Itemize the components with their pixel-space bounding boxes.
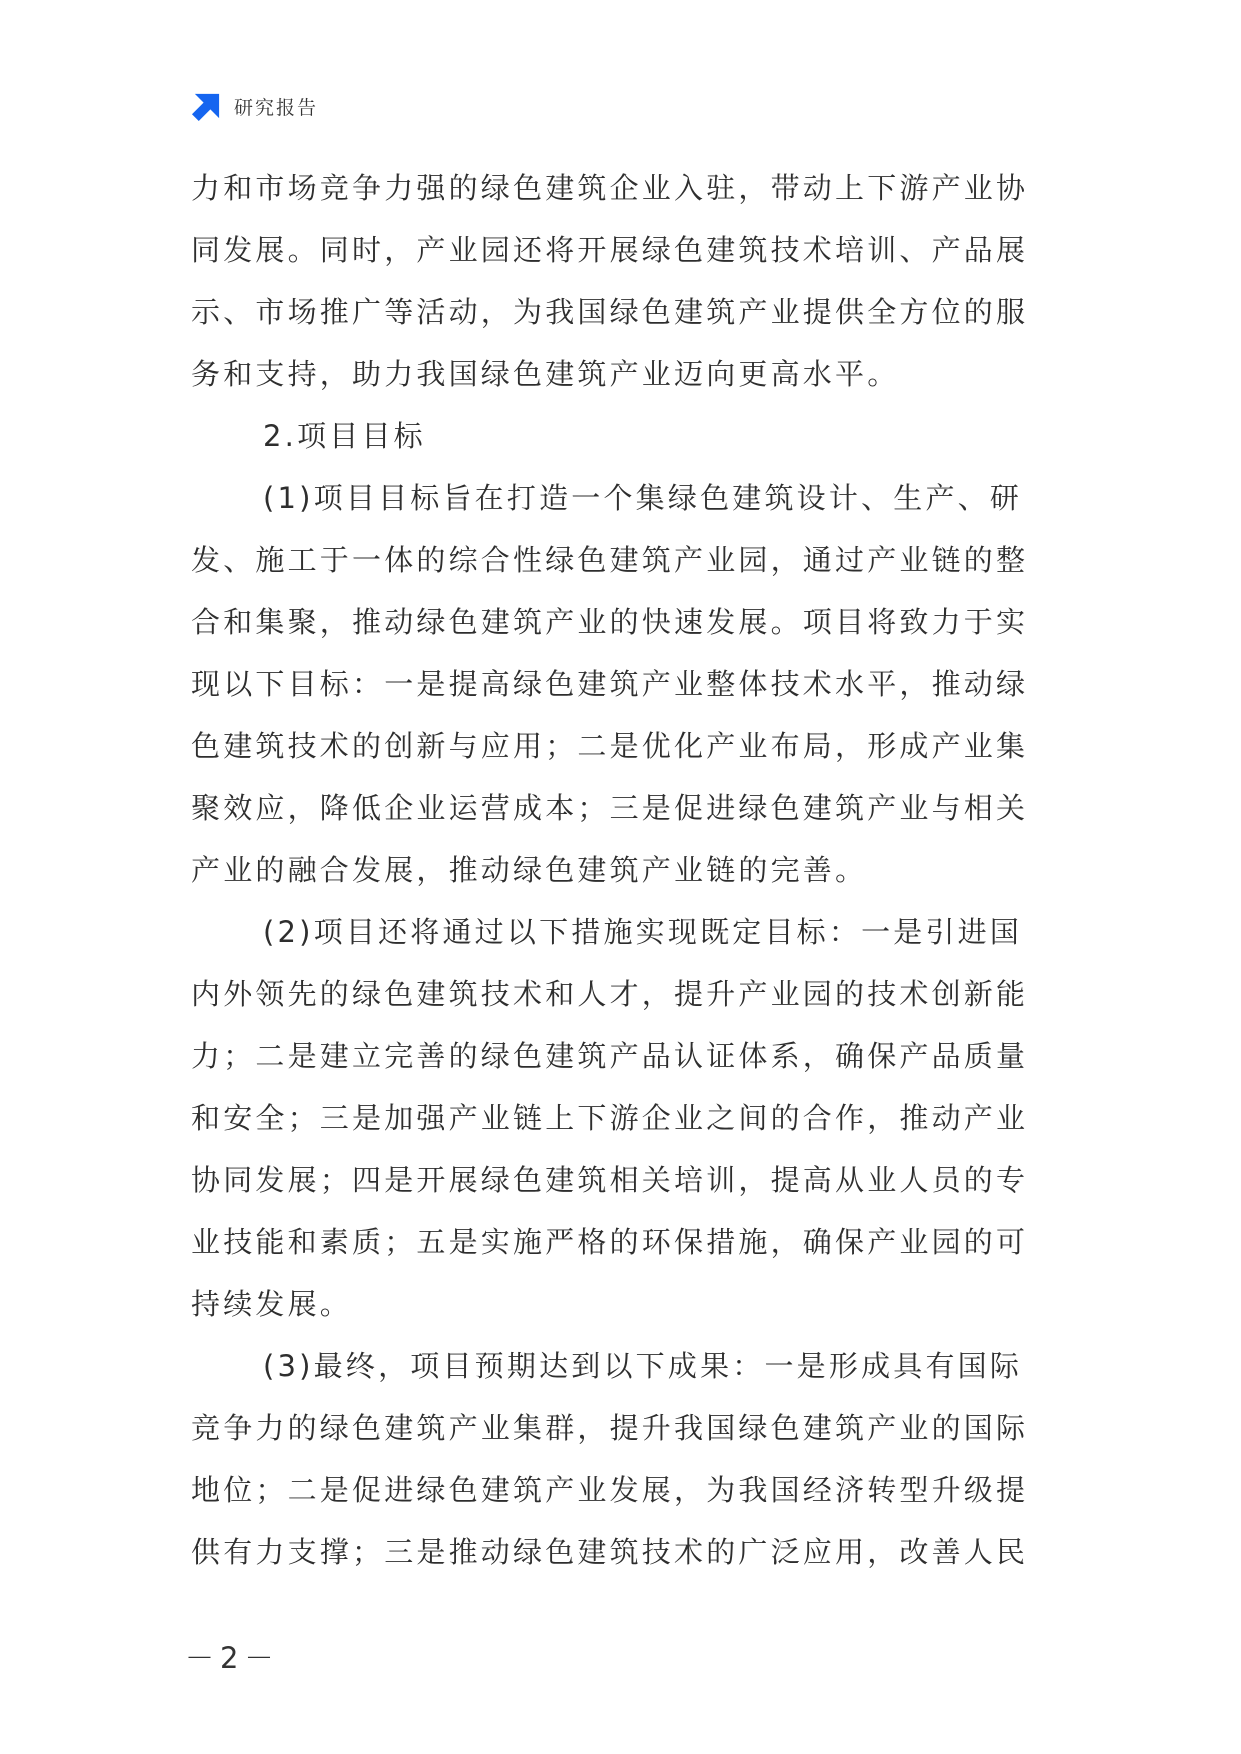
header-title: 研究报告 xyxy=(234,96,319,119)
text-line: 竞争力的绿色建筑产业集群，提升我国绿色建筑产业的国际 xyxy=(191,1411,1029,1445)
text-line: 发、施工于一体的综合性绿色建筑产业园，通过产业链的整 xyxy=(191,543,1029,577)
text-line: 产业的融合发展，推动绿色建筑产业链的完善。 xyxy=(191,853,868,887)
text-line: (2)项目还将通过以下措施实现既定目标：一是引进国 xyxy=(263,915,1023,949)
text-line: 同发展。同时，产业园还将开展绿色建筑技术培训、产品展 xyxy=(191,233,1029,267)
text-line: (1)项目目标旨在打造一个集绿色建筑设计、生产、研 xyxy=(263,481,1023,515)
text-line: 业技能和素质；五是实施严格的环保措施，确保产业园的可 xyxy=(191,1225,1029,1259)
text-line: 合和集聚，推动绿色建筑产业的快速发展。项目将致力于实 xyxy=(191,605,1029,639)
text-line: 持续发展。 xyxy=(191,1287,353,1321)
text-line: 色建筑技术的创新与应用；二是优化产业布局，形成产业集 xyxy=(191,729,1029,763)
text-line: 协同发展；四是开展绿色建筑相关培训，提高从业人员的专 xyxy=(191,1163,1029,1197)
report-header xyxy=(191,88,318,124)
text-line: (3)最终，项目预期达到以下成果：一是形成具有国际 xyxy=(263,1349,1023,1383)
document-body xyxy=(191,157,1059,1583)
text-line: 务和支持，助力我国绿色建筑产业迈向更高水平。 xyxy=(191,357,900,391)
page-number: －2－ xyxy=(185,1641,280,1675)
text-line: 力和市场竞争力强的绿色建筑企业入驻，带动上下游产业协 xyxy=(191,171,1029,205)
text-line: 聚效应，降低企业运营成本；三是促进绿色建筑产业与相关 xyxy=(191,791,1029,825)
text-line: 供有力支撑；三是推动绿色建筑技术的广泛应用，改善人民 xyxy=(191,1535,1029,1569)
section-heading: 2.项目目标 xyxy=(263,419,426,453)
text-line: 地位；二是促进绿色建筑产业发展，为我国经济转型升级提 xyxy=(191,1473,1029,1507)
text-line: 现以下目标：一是提高绿色建筑产业整体技术水平，推动绿 xyxy=(191,667,1029,701)
arrow-up-right-icon xyxy=(191,91,222,122)
text-line: 和安全；三是加强产业链上下游企业之间的合作，推动产业 xyxy=(191,1101,1029,1135)
text-line: 内外领先的绿色建筑技术和人才，提升产业园的技术创新能 xyxy=(191,977,1029,1011)
text-line: 示、市场推广等活动，为我国绿色建筑产业提供全方位的服 xyxy=(191,295,1029,329)
text-line: 力；二是建立完善的绿色建筑产品认证体系，确保产品质量 xyxy=(191,1039,1029,1073)
